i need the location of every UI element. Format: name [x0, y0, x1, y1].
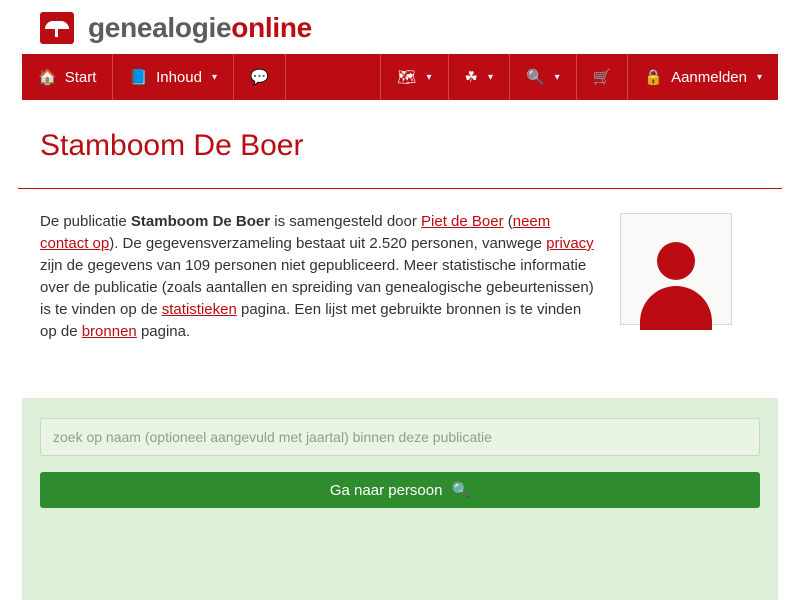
avatar-head	[657, 242, 695, 280]
intro-text-5: zijn de gegevens van 109 personen niet gepubliceerd. Meer statistische informatie over de publicatie (zoals aantallen en spreiding van genealogische gebeurtenissen) is te vinden op de	[40, 257, 594, 318]
nav-item-inhoud-label: Inhoud	[156, 68, 202, 86]
nav-item-start-label: Start	[64, 68, 97, 86]
author-link[interactable]: Piet de Boer	[421, 213, 504, 230]
search-icon: 🔍	[451, 481, 471, 499]
search-panel	[22, 398, 778, 600]
chevron-down-icon: ▾	[211, 71, 217, 83]
go-to-person-label: Ga naar persoon	[329, 481, 443, 499]
home-icon: 🏠	[38, 68, 57, 86]
nav-item-search[interactable]	[509, 54, 576, 100]
sources-link[interactable]: bronnen	[81, 323, 137, 340]
tree-branch-icon: ☘	[464, 68, 478, 86]
page-title-wrap	[22, 100, 778, 164]
book-icon: 📘	[129, 68, 149, 86]
nav-left-group	[22, 54, 286, 100]
search-icon: 🔍	[525, 68, 545, 86]
site-wordmark[interactable]	[88, 12, 312, 44]
site-header	[0, 0, 800, 54]
publication-name: Stamboom De Boer	[130, 213, 271, 230]
tree-logo-icon[interactable]	[40, 12, 74, 44]
family-tree-icon: 🗺	[397, 68, 417, 86]
intro-text-4: ). De gegevensverzameling bestaat uit 2.520 personen, vanwege	[109, 235, 547, 252]
main-navigation	[22, 54, 778, 100]
shopping-cart-icon: 🛒	[592, 68, 612, 86]
nav-item-family-tree[interactable]	[380, 54, 447, 100]
nav-item-aanmelden-label: Aanmelden	[671, 68, 747, 86]
lock-icon: 🔒	[644, 68, 664, 86]
publication-intro-paragraph	[40, 211, 600, 343]
intro-text-7: pagina.	[136, 323, 191, 340]
chevron-down-icon: ▾	[426, 71, 432, 83]
chevron-down-icon: ▾	[756, 71, 762, 83]
comments-icon: 💬	[249, 68, 269, 86]
intro-text-3: (	[503, 213, 513, 230]
person-placeholder-icon	[636, 236, 716, 324]
nav-item-inhoud[interactable]	[113, 54, 234, 100]
nav-item-start[interactable]	[22, 54, 113, 100]
intro-text-6: pagina. Een lijst met gebruikte bronnen is te vinden op de	[40, 301, 582, 340]
nav-item-tree-branch[interactable]	[448, 54, 509, 100]
content-area	[22, 189, 778, 343]
chevron-down-icon: ▾	[487, 71, 493, 83]
nav-item-cart[interactable]	[576, 54, 628, 100]
search-input[interactable]	[40, 418, 760, 456]
wordmark-primary: genealogie	[88, 12, 232, 43]
contact-link[interactable]: neem contact op	[40, 213, 551, 252]
go-to-person-button[interactable]	[40, 472, 760, 508]
page-title: Stamboom De Boer	[40, 129, 304, 162]
intro-text-2: is samengesteld door	[270, 213, 422, 230]
nav-item-comments[interactable]	[234, 54, 286, 100]
chevron-down-icon: ▾	[554, 71, 560, 83]
avatar	[620, 213, 732, 325]
statistics-link[interactable]: statistieken	[161, 301, 237, 318]
avatar-body	[640, 286, 712, 330]
intro-text-1: De publicatie	[40, 213, 131, 230]
nav-right-group	[380, 54, 778, 100]
nav-item-aanmelden[interactable]	[627, 54, 778, 100]
wordmark-accent: online	[231, 12, 312, 43]
privacy-link[interactable]: privacy	[546, 235, 594, 252]
